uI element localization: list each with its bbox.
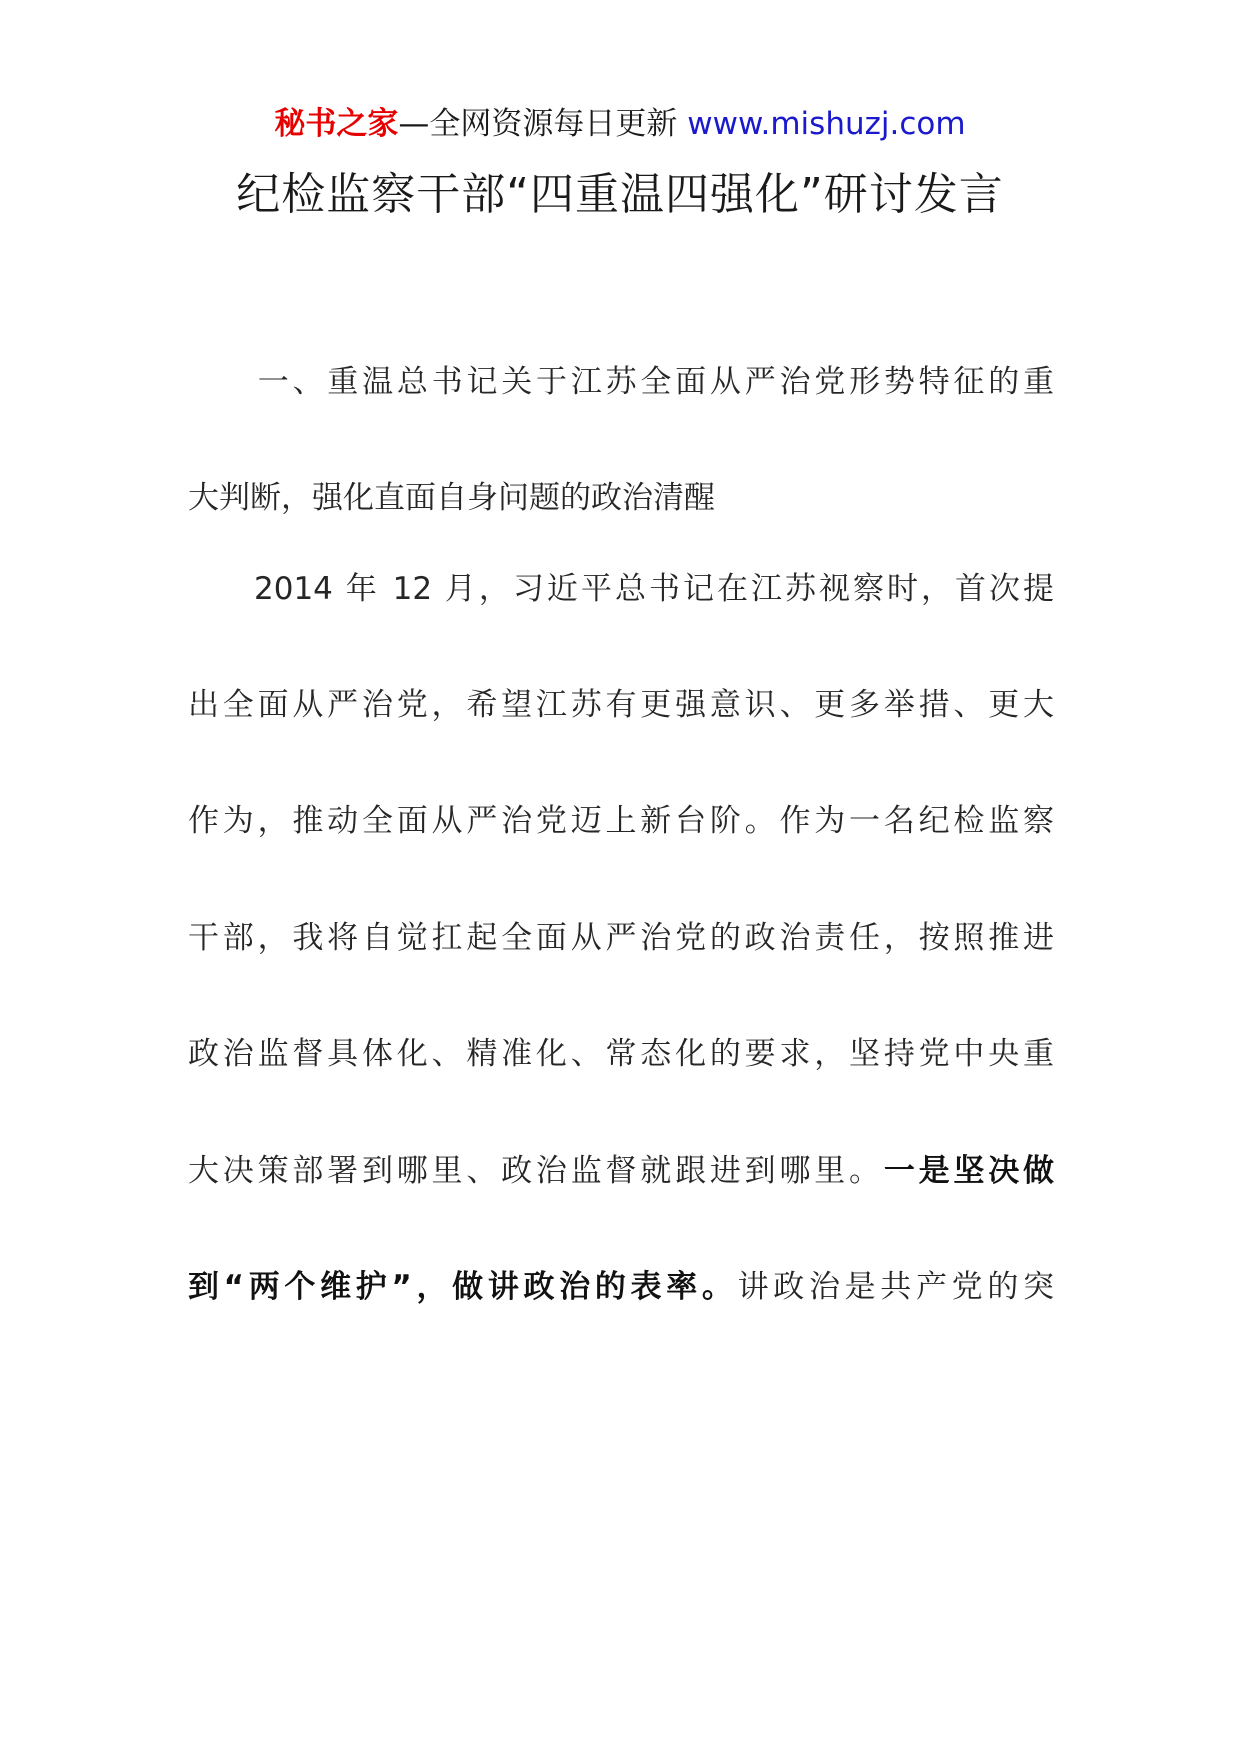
paragraph-line: 出全面从严治党，希望江苏有更强意识、更多举措、更大 (188, 687, 1054, 723)
paragraph-line: 2014 年 12 月，习近平总书记在江苏视察时，首次提 (254, 571, 1054, 607)
site-header (0, 102, 1240, 146)
paragraph-text: 大决策部署到哪里、政治监督就跟进到哪里。 (188, 1153, 884, 1189)
paragraph-line (188, 1149, 1054, 1193)
paragraph-text: 讲政治是共产党的突 (737, 1269, 1055, 1305)
section-heading-line-2: 大判断，强化直面自身问题的政治清醒 (188, 480, 715, 516)
brand-name: 秘书之家 (274, 106, 399, 142)
header-slogan: —全网资源每日更新 (398, 106, 678, 142)
site-url-link[interactable]: www.mishuzj.com (687, 106, 966, 142)
document-title: 纪检监察干部“四重温四强化”研讨发言 (236, 169, 1004, 220)
bold-point-heading: 一是坚决做 (883, 1153, 1055, 1189)
section-heading-line-1: 一、重温总书记关于江苏全面从严治党形势特征的重 (254, 364, 1054, 400)
paragraph-line: 政治监督具体化、精准化、常态化的要求，坚持党中央重 (188, 1036, 1054, 1072)
bold-point-heading: 到“两个维护”，做讲政治的表率。 (188, 1269, 738, 1305)
paragraph-line: 干部，我将自觉扛起全面从严治党的政治责任，按照推进 (188, 920, 1054, 956)
paragraph-line: 作为，推动全面从严治党迈上新台阶。作为一名纪检监察 (188, 803, 1054, 839)
paragraph-line (188, 1265, 1054, 1309)
